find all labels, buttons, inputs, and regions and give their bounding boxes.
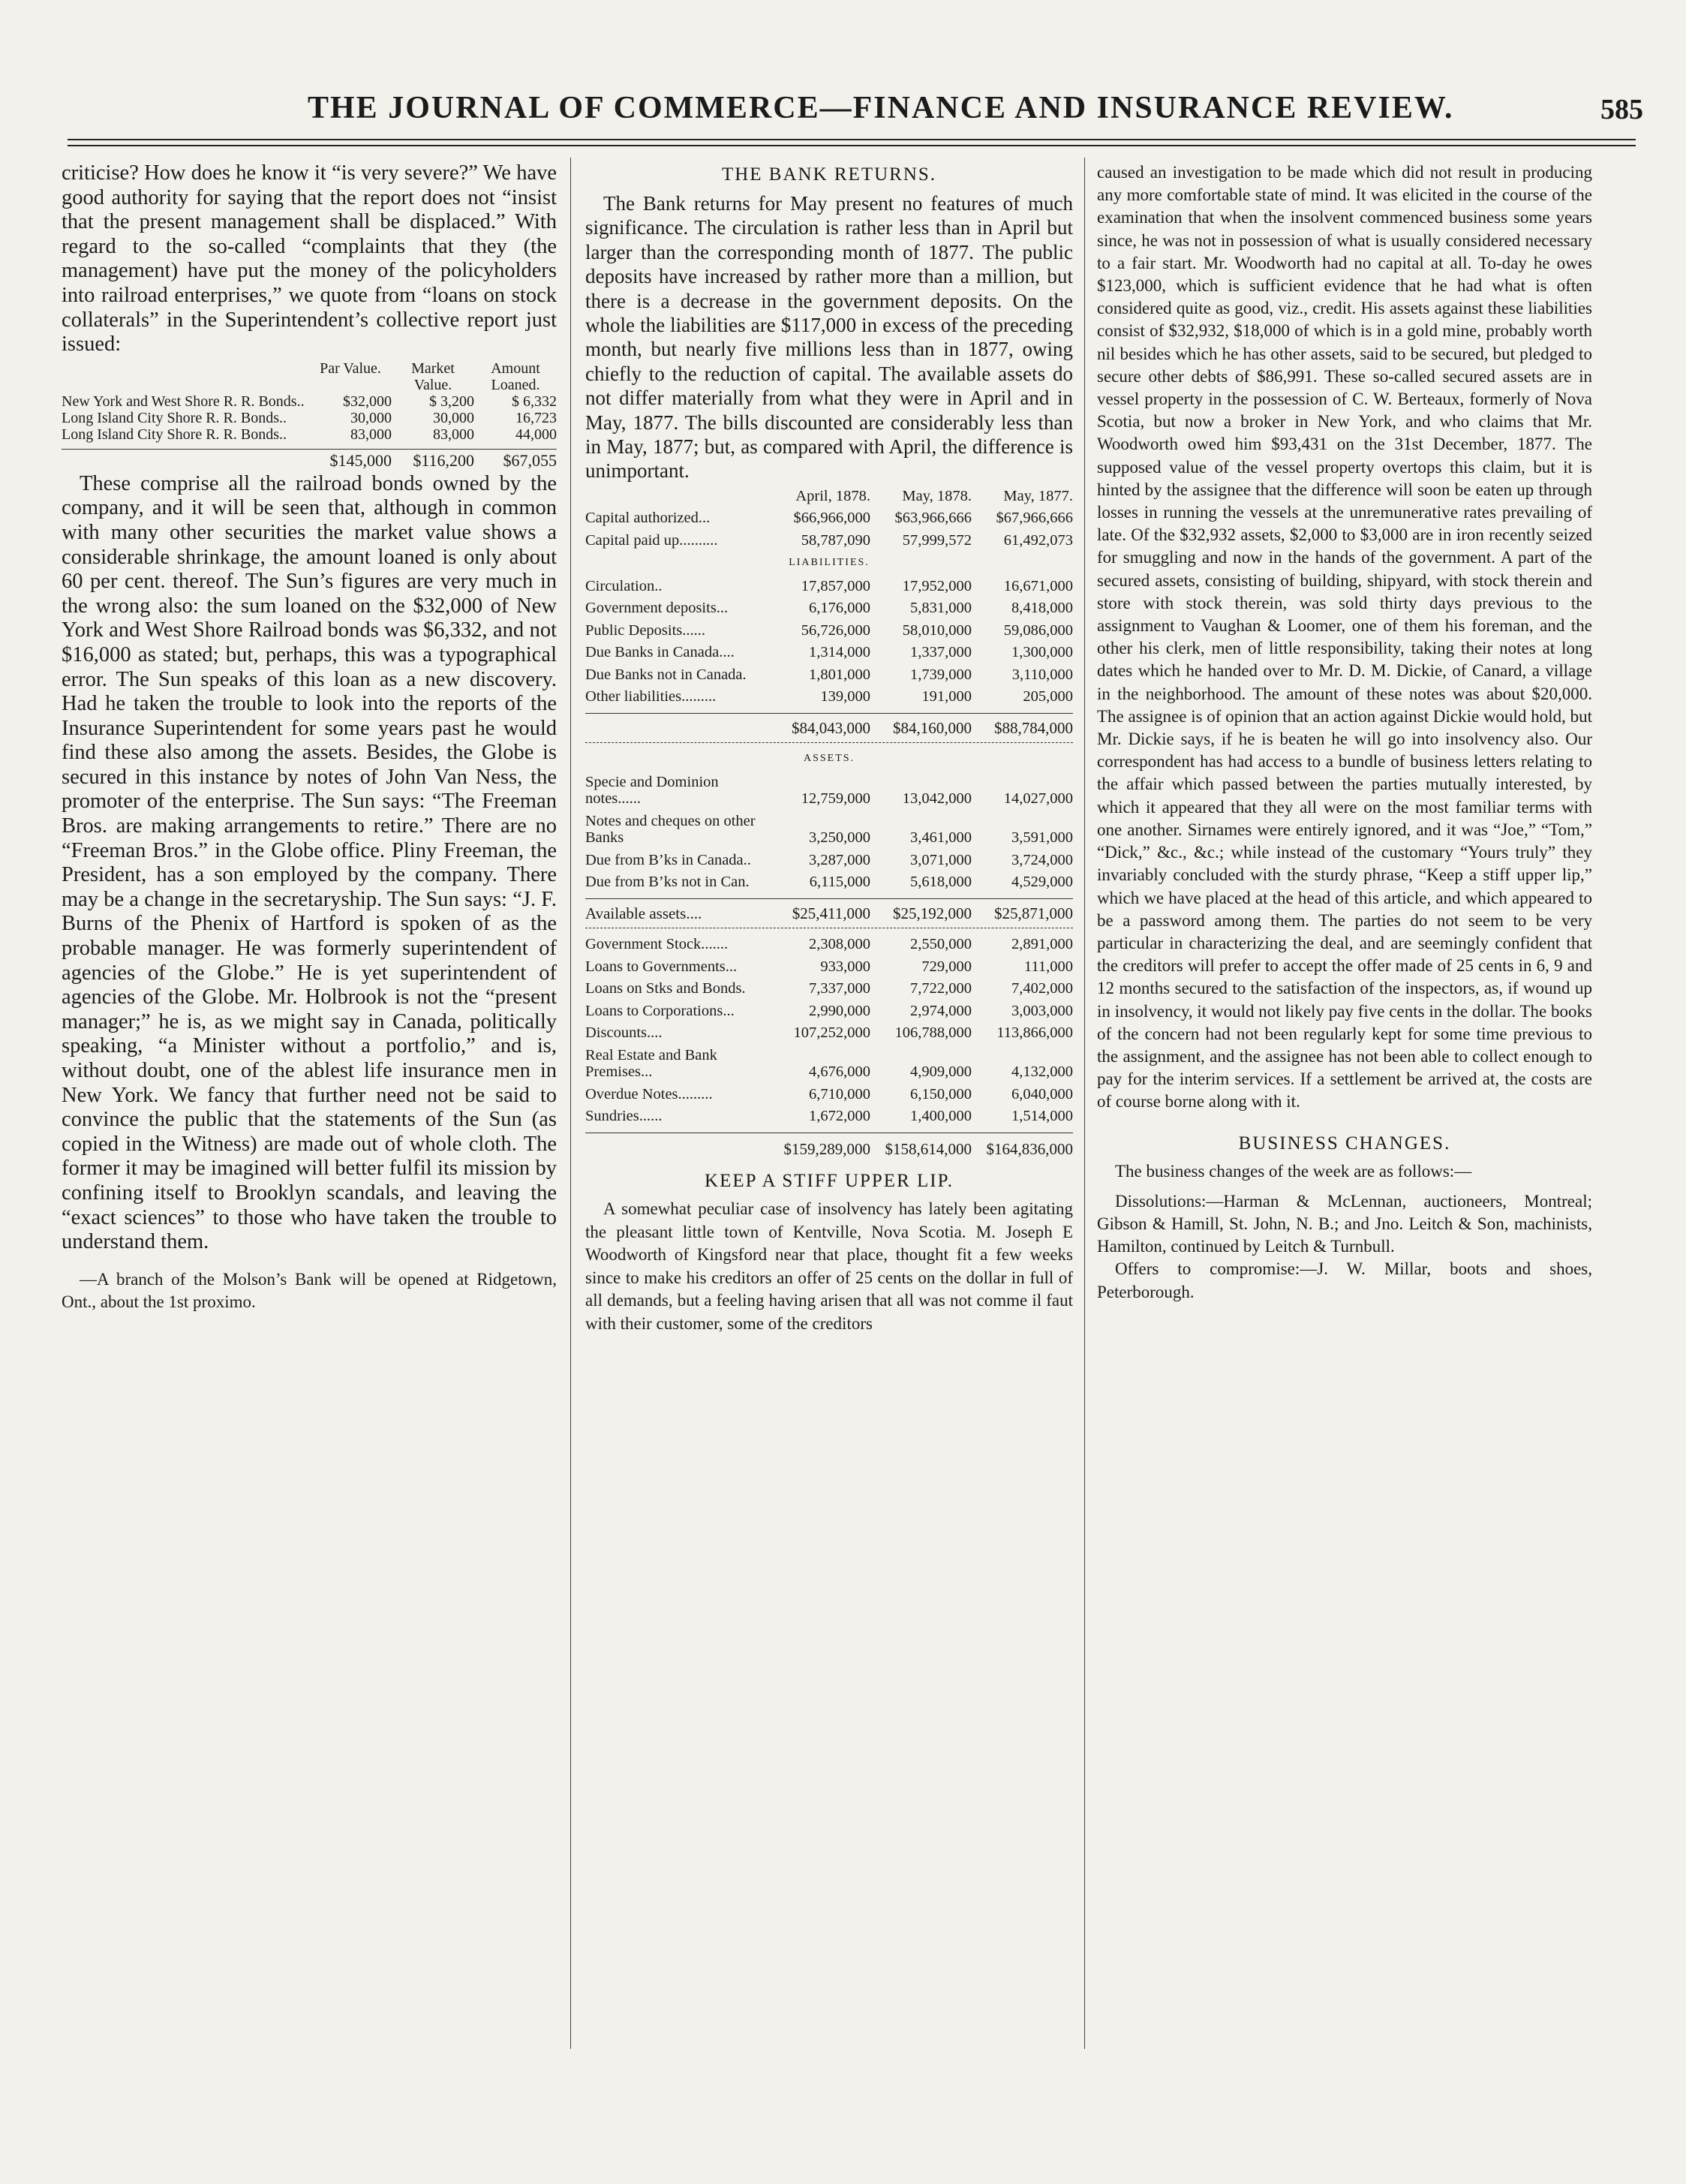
bank-row-value: $66,966,000	[793, 510, 870, 527]
bank-header-may-1877: May, 1877.	[1003, 487, 1073, 504]
bank-table-row	[585, 600, 1073, 617]
bank-row-value: 59,086,000	[1003, 621, 1073, 639]
stiff-upper-lip-heading: KEEP A STIFF UPPER LIP.	[705, 1171, 954, 1192]
bank-liability-rows	[585, 578, 1073, 705]
bank-row-value: 139,000	[820, 688, 870, 705]
bank-table-row	[585, 774, 1073, 808]
bank-row-value: 6,176,000	[809, 600, 870, 617]
bank-row-value: 1,400,000	[910, 1108, 972, 1125]
grand-total	[585, 1133, 1073, 1158]
bank-row-value: 17,952,000	[902, 577, 972, 594]
dissolutions-paragraph: Dissolutions:—Harman & McLennan, auctioneers, Montreal; Gibson & Hamill, St. John, N. B.; and Jno. Leitch & Son, machinists, Hamilton, continued by Leitch & Turnbull.	[1097, 1191, 1592, 1256]
bank-row-value: 107,252,000	[793, 1024, 870, 1042]
bank-row-value: 1,672,000	[809, 1108, 870, 1125]
page-header	[60, 83, 1643, 135]
bond-header-par: Par Value.	[320, 359, 381, 377]
bank-table-row	[585, 852, 1073, 869]
bank-row-value: 933,000	[820, 958, 870, 975]
bank-row-value: 729,000	[921, 958, 972, 975]
bank-row-value: 5,618,000	[910, 874, 972, 891]
bond-row-market: 83,000	[433, 426, 474, 443]
bank-header-april-1878: April, 1878.	[795, 487, 870, 504]
bank-row-value: 3,287,000	[809, 851, 870, 868]
bank-row-label: Loans to Governments...	[585, 958, 738, 975]
bank-table-row	[585, 532, 1073, 549]
bank-row-value: 58,787,090	[801, 531, 870, 549]
bank-row-label: Notes and cheques on other Banks	[585, 812, 756, 847]
bank-row-value: 4,529,000	[1011, 874, 1073, 891]
business-changes-intro: The business changes of the week are as follows:—	[1115, 1161, 1472, 1181]
bank-row-value: 106,788,000	[894, 1024, 972, 1042]
available-total-may77: $25,871,000	[994, 904, 1073, 922]
column-2	[585, 161, 1073, 2143]
bond-row-loaned: 16,723	[515, 409, 557, 426]
bank-row-value: 7,337,000	[809, 980, 870, 997]
bank-row-value: 4,132,000	[1011, 1063, 1073, 1081]
bond-row-loaned: $ 6,332	[512, 393, 557, 410]
col1-paragraph-2: These comprise all the railroad bonds owned by the company, and it will be seen that, although in common with many other securities the market value shows a considerable shrinkage, the amount loaned is only about 60 per cent. thereof. The Sun’s figures are very much in the wrong also: the sum loaned on the $32,000 of New York and West Shore Railroad bonds was $6,332, and not $16,000 as stated; but, perhaps, this was a typographical error. The Sun speaks of this loan as a new discovery. Had he taken the trouble to look into the reports of the Insurance Superintendent for some years past he would find these also among the assets. Besides, the Globe is secured in this instance by notes of John Van Ness, the promoter of the enterprise. The Sun says: “The Freeman Bros. are making arrangements to retire.” There are no “Freeman Bros.” in the Globe office. Pliny Freeman, the President, has a son employed by the company. There may be a change in the secretaryship. The Sun says: “J. F. Burns of the Phenix of Hartford is spoken of as the probable manager. He was formerly superintendent of agencies of the Globe.” He is yet superintendent of agencies of the Globe. Mr. Holbrook is not the “present manager;” he is, as we might say in Canada, politically speaking, “a Minister without a portfolio,” and is, without doubt, one of the ablest life insurance men in New York. We fancy that further need not be said to convince the public that the statements of the Sun (as copied in the Witness) are made out of whole cloth. The former it may be imagined will better fulfil its mission by confining itself to Brooklyn scandals, and leaving the “exact sciences” to those who have taken the trouble to understand them.	[62, 471, 557, 1254]
bank-row-value: 3,071,000	[910, 851, 972, 868]
bank-row-value: 7,722,000	[910, 980, 972, 997]
liabilities-total	[585, 713, 1073, 744]
bank-capital-rows	[585, 510, 1073, 549]
bank-row-label: Capital paid up..........	[585, 531, 718, 549]
bank-row-value: 3,724,000	[1011, 851, 1073, 868]
bank-row-value: 13,042,000	[902, 790, 972, 808]
bank-row-value: 2,891,000	[1011, 936, 1073, 953]
bank-other-asset-rows	[585, 936, 1073, 1125]
bank-table-row	[585, 666, 1073, 684]
bank-row-value: 1,314,000	[809, 644, 870, 661]
bond-row-par: $32,000	[343, 393, 392, 410]
bank-row-value: 12,759,000	[801, 790, 870, 808]
bond-row-loaned: 44,000	[515, 426, 557, 443]
bank-row-label: Discounts....	[585, 1024, 663, 1042]
bank-row-value: 2,550,000	[910, 936, 972, 953]
bank-table-row	[585, 1108, 1073, 1125]
bank-row-value: 1,514,000	[1011, 1108, 1073, 1125]
bond-row-label: New York and West Shore R. R. Bonds..	[62, 393, 305, 410]
bank-table-row	[585, 958, 1073, 976]
bank-row-value: 6,710,000	[809, 1085, 870, 1103]
bank-table-row	[585, 688, 1073, 705]
business-changes-heading: BUSINESS CHANGES.	[1238, 1133, 1451, 1154]
bank-row-value: 3,461,000	[910, 829, 972, 847]
bank-table-row	[585, 1086, 1073, 1103]
col1-paragraph-1: criticise? How does he know it “is very severe?” We have good authority for saying that the report does not “insist that the present management shall be displaced.” With regard to the so-called “complaints that they (the management) have put the money of the policyholders into railroad enterprises,” we quote from “loans on stock collaterals” in the Superintendent’s collective report just issued:	[62, 161, 557, 356]
bank-returns-paragraph: The Bank returns for May present no features of much significance. The circulation is rather less than in April but larger than the corresponding month of 1877. The public deposits have increased by rather more than a million, but there is a decrease in the government deposits. On the whole the liabilities are $117,000 in excess of the preceding month, but nearly five millions less than in 1877, owing chiefly to the reduction of capital. The available assets do not differ materially from what they were in April and in May, 1877. The bills discounted are considerably less than in May, 1877; but, as compared with April, the difference is unimportant.	[585, 192, 1073, 483]
bank-row-label: Due Banks in Canada....	[585, 644, 735, 661]
bank-row-value: 2,308,000	[809, 936, 870, 953]
available-total-april: $25,411,000	[792, 904, 870, 922]
bank-row-value: 6,115,000	[809, 874, 870, 891]
bank-row-value: 3,003,000	[1011, 1002, 1073, 1019]
bank-row-value: $63,966,666	[894, 510, 972, 527]
bond-header-loaned: Amount Loaned.	[491, 359, 540, 393]
bond-row	[62, 410, 557, 426]
bank-table-row	[585, 644, 1073, 661]
bank-row-value: 205,000	[1023, 688, 1073, 705]
bond-row-market: $ 3,200	[429, 393, 474, 410]
bank-row-value: 1,337,000	[910, 644, 972, 661]
assets-label: ASSETS.	[803, 753, 855, 765]
bank-asset-rows	[585, 774, 1073, 891]
page-number: 585	[1600, 94, 1643, 125]
bank-row-value: 17,857,000	[801, 577, 870, 594]
bond-header-market: Market Value.	[411, 359, 455, 393]
header-rule-top	[68, 139, 1636, 140]
grand-total-may78: $158,614,000	[885, 1139, 972, 1158]
bank-row-label: Sundries......	[585, 1108, 663, 1125]
liabilities-total-april: $84,043,000	[792, 718, 870, 737]
bank-row-label: Loans to Corporations...	[585, 1002, 735, 1019]
bank-table-row	[585, 578, 1073, 595]
bank-row-label: Government deposits...	[585, 600, 729, 617]
liabilities-total-may77: $88,784,000	[994, 718, 1073, 737]
column-1	[62, 161, 557, 2143]
bank-row-value: 113,866,000	[996, 1024, 1073, 1042]
column-divider-right	[1084, 158, 1085, 2049]
liabilities-total-may78: $84,160,000	[893, 718, 972, 737]
bank-row-value: 3,110,000	[1011, 666, 1073, 683]
bank-row-value: 191,000	[921, 688, 972, 705]
bank-row-value: 3,250,000	[809, 829, 870, 847]
bond-row-par: 83,000	[350, 426, 392, 443]
bank-table-row	[585, 1024, 1073, 1042]
bank-row-value: $67,966,666	[996, 510, 1073, 527]
bond-table-totals	[62, 449, 557, 469]
bank-row-label: Loans on Stks and Bonds.	[585, 980, 746, 997]
bank-row-value: 6,150,000	[910, 1085, 972, 1103]
bank-row-value: 111,000	[1023, 958, 1073, 975]
bank-row-value: 7,402,000	[1011, 980, 1073, 997]
bank-header-may-1878: May, 1878.	[902, 487, 972, 504]
bank-table-row	[585, 1003, 1073, 1020]
bond-total-par: $145,000	[329, 450, 392, 470]
bank-row-value: 16,671,000	[1003, 577, 1073, 594]
bank-table-header	[585, 488, 1073, 505]
bank-row-label: Due from B’ks not in Can.	[585, 874, 750, 891]
bank-row-label: Overdue Notes.........	[585, 1085, 713, 1103]
bank-table-row	[585, 813, 1073, 847]
bank-row-label: Due Banks not in Canada.	[585, 666, 747, 683]
bond-row-par: 30,000	[350, 409, 392, 426]
bank-table-row	[585, 622, 1073, 639]
liabilities-label: LIABILITIES.	[789, 557, 870, 569]
bank-returns-table	[585, 488, 1073, 1158]
bank-row-label: Public Deposits......	[585, 621, 706, 639]
bank-row-value: 56,726,000	[801, 621, 870, 639]
available-total-may78: $25,192,000	[893, 904, 972, 922]
bank-row-value: 4,909,000	[910, 1063, 972, 1081]
bank-row-value: 1,300,000	[1011, 644, 1073, 661]
bank-row-value: 4,676,000	[809, 1063, 870, 1081]
bond-total-market: $116,200	[413, 450, 474, 470]
bond-row-label: Long Island City Shore R. R. Bonds..	[62, 426, 287, 443]
column-3	[1097, 161, 1592, 2143]
bank-row-value: 1,801,000	[809, 666, 870, 683]
bank-row-label: Specie and Dominion notes......	[585, 773, 719, 808]
bank-row-value: 6,040,000	[1011, 1085, 1073, 1103]
bank-table-row	[585, 874, 1073, 891]
bank-row-value: 3,591,000	[1011, 829, 1073, 847]
bank-row-label: Other liabilities.........	[585, 688, 717, 705]
bank-row-label: Government Stock.......	[585, 936, 729, 953]
bond-row	[62, 393, 557, 410]
bank-table-row	[585, 1047, 1073, 1081]
bond-total-loaned: $67,055	[503, 450, 557, 470]
journal-title: THE JOURNAL OF COMMERCE—FINANCE AND INSURANCE REVIEW.	[308, 91, 1454, 125]
bond-row	[62, 426, 557, 443]
bank-row-label: Capital authorized...	[585, 510, 711, 527]
bank-row-value: 57,999,572	[902, 531, 972, 549]
col3-paragraph-1: caused an investigation to be made which did not result in producing any more comfortable state of mind. It was elicited in the course of the examination that when the insolvent commenced business some years since, he was not in possession of what is usually considered necessary to a fair start. Mr. Woodworth had no capital at all. To-day he owes $123,000, which is sufficient evidence that he had what is often considered quite as good, viz., credit. His assets against these liabilities consist of $32,932, $18,000 of which is in a gold mine, probably worth nil besides which he has other assets, said to be secured, but pledged to secure other debts of $86,991. These so-called secured assets are in vessel property in the possession of C. W. Berteaux, formerly of Nova Scotia, but now a broker in New York, and who claims that Mr. Woodworth owed him $93,431 on the 31st December, 1877. The supposed value of the vessel property overtops this claim, but it is hinted by the assignee that the difference will soon be eaten up through losses in running the vessels at the unremunerative rates prevailing of late. Of the $32,932 assets, $2,000 to $3,000 are in iron recently seized for smuggling and now in the hands of the government. A part of the secured assets, consisting of building, shipyard, with stock therein and store with stock therein, was sold thirty days previous to the assignment to Vaughan & Loomer, one of them his foreman, and the other his clerk, men of little responsibility, taking their notes at long dates which he handed over to Mr. D. M. Dickie, of Canard, a village in the neighborhood. The amount of these notes was about $20,000. The assignee is of opinion that an action against Dickie would hold, but Mr. Dickie says, if he is beaten he will go into insolvency also. Our correspondent has had access to a bundle of business letters relating to the affair which passed between the parties mutually interested, by which it appeared that they all were on the most familiar terms with one another. Sirnames were entirely ignored, and it was “Joe,” “Tom,” “Dick,” &c., &c.; while instead of the customary “Yours truly” they invariably concluded with the sturdy phrase, “Keep a stiff upper lip,” which we have placed at the head of this article, and which appeared to be a password among them. The parties do not seem to be very particular in characterizing the deal, and are seemingly confident that the creditors will prefer to accept the offer made of 25 cents in 6, 9 and 12 months secured to the satisfaction of the inspectors, as, if wound up in insolvency, it would not likely pay five cents in the dollar. The books of the concern had not been regularly kept for some time previous to the assignment, and the assignee has not been able to collect enough to pay for the interim services. If a settlement be arrived at, the costs are of course borne along with it.	[1097, 163, 1592, 1112]
bank-table-row	[585, 980, 1073, 997]
bond-table-header	[62, 360, 557, 393]
bond-row-market: 30,000	[433, 409, 474, 426]
bond-table	[62, 360, 557, 469]
column-divider-left	[570, 158, 571, 2049]
bank-row-value: 8,418,000	[1011, 600, 1073, 617]
grand-total-april: $159,289,000	[783, 1139, 870, 1158]
bank-table-row	[585, 936, 1073, 953]
bond-row-label: Long Island City Shore R. R. Bonds..	[62, 409, 287, 426]
compromise-paragraph: Offers to compromise:—J. W. Millar, boots and shoes, Peterborough.	[1097, 1259, 1592, 1301]
header-rule-bottom	[68, 145, 1636, 146]
grand-total-may77: $164,836,000	[986, 1139, 1073, 1158]
bank-row-value: 5,831,000	[910, 600, 972, 617]
bank-row-value: 1,739,000	[910, 666, 972, 683]
bank-row-value: 14,027,000	[1003, 790, 1073, 808]
bank-row-label: Circulation..	[585, 577, 663, 594]
bank-row-value: 2,974,000	[910, 1002, 972, 1019]
stiff-upper-lip-paragraph: A somewhat peculiar case of insolvency has lately been agitating the pleasant little town of Kentville, Nova Scotia. M. Joseph E Woodworth of Kingsford near that place, thought fit a few weeks since to make his creditors an offer of 25 cents on the dollar in full of all demands, but a feeling having arisen that all was not comme il faut with their customer, some of the creditors	[585, 1199, 1073, 1333]
available-assets-label: Available assets....	[585, 904, 702, 922]
bank-row-value: 61,492,073	[1003, 531, 1073, 549]
bank-row-label: Due from B’ks in Canada..	[585, 851, 751, 868]
bank-row-label: Real Estate and Bank Premises...	[585, 1046, 717, 1081]
bank-row-value: 2,990,000	[809, 1002, 870, 1019]
col1-news-item: —A branch of the Molson’s Bank will be opened at Ridgetown, Ont., about the 1st proximo.	[62, 1269, 557, 1311]
bank-row-value: 58,010,000	[902, 621, 972, 639]
bank-table-row	[585, 510, 1073, 527]
bank-returns-heading: THE BANK RETURNS.	[721, 164, 937, 185]
available-assets-total	[585, 898, 1073, 929]
